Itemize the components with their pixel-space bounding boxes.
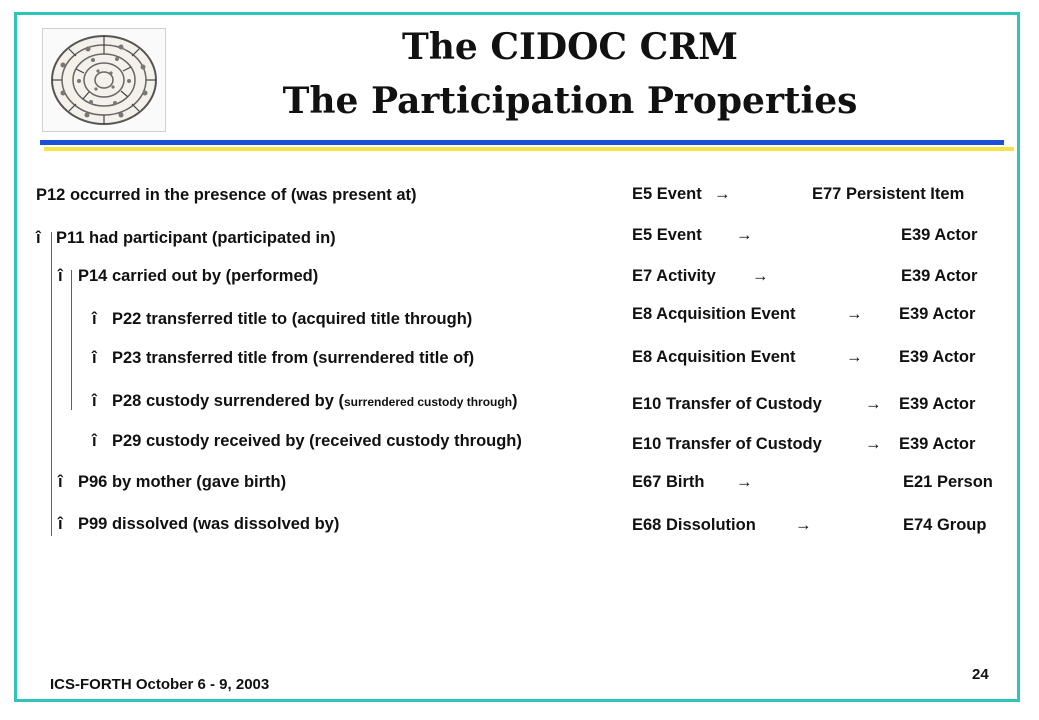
arrow-icon: → (736, 473, 753, 491)
domain-p14: E7 Activity (632, 267, 716, 285)
property-p99: î P99 dissolved (was dissolved by) (58, 515, 340, 533)
range-p22: E39 Actor (899, 305, 976, 323)
hierarchy-line-p14 (71, 270, 72, 410)
arrow-icon: → (865, 395, 882, 413)
domain-p12: E5 Event (632, 185, 702, 203)
footer-text: ICS-FORTH October 6 - 9, 2003 (50, 676, 270, 693)
page-number: 24 (972, 666, 989, 683)
domain-p29: E10 Transfer of Custody (632, 435, 822, 453)
property-p11: î P11 had participant (participated in) (36, 229, 336, 247)
slide-title: The CIDOC CRM (401, 26, 739, 68)
subproperty-arrow-icon: î (58, 515, 63, 533)
arrow-icon: → (714, 185, 731, 203)
arrow-icon: → (865, 435, 882, 453)
property-p12: P12 occurred in the presence of (was present at) (36, 186, 417, 204)
range-p29: E39 Actor (899, 435, 976, 453)
range-p23: E39 Actor (899, 348, 976, 366)
range-p11: E39 Actor (901, 226, 978, 244)
domain-p28: E10 Transfer of Custody (632, 395, 822, 413)
property-p14: î P14 carried out by (performed) (58, 267, 319, 285)
property-p22: î P22 transferred title to (acquired title through) (92, 310, 473, 328)
arrow-icon: → (795, 516, 812, 534)
domain-p22: E8 Acquisition Event (632, 305, 796, 323)
range-p96: E21 Person (903, 473, 993, 491)
arrow-icon: → (846, 305, 863, 323)
property-p96: î P96 by mother (gave birth) (58, 473, 287, 491)
subproperty-arrow-icon: î (92, 432, 97, 450)
domain-p99: E68 Dissolution (632, 516, 756, 534)
range-p28: E39 Actor (899, 395, 976, 413)
subproperty-arrow-icon: î (36, 229, 41, 247)
title-underline-yellow (44, 147, 1014, 151)
range-p99: E74 Group (903, 516, 987, 534)
slide-subtitle: The Participation Properties (282, 80, 858, 122)
property-p23: î P23 transferred title from (surrendered title of) (92, 349, 475, 367)
property-p28: î P28 custody surrendered by (surrendered custody through) (92, 392, 518, 410)
subproperty-arrow-icon: î (92, 310, 97, 328)
arrow-icon: → (752, 267, 769, 285)
subproperty-arrow-icon: î (58, 473, 63, 491)
arrow-icon: → (736, 226, 753, 244)
subproperty-arrow-icon: î (92, 392, 97, 410)
arrow-icon: → (846, 348, 863, 366)
subproperty-arrow-icon: î (92, 349, 97, 367)
hierarchy-line-p11 (51, 232, 52, 536)
range-p12: E77 Persistent Item (812, 185, 965, 203)
subproperty-arrow-icon: î (58, 267, 63, 285)
range-p14: E39 Actor (901, 267, 978, 285)
domain-p11: E5 Event (632, 226, 702, 244)
phaistos-disc-logo (42, 28, 166, 132)
domain-p23: E8 Acquisition Event (632, 348, 796, 366)
property-p29: î P29 custody received by (received custody through) (92, 432, 522, 450)
domain-p96: E67 Birth (632, 473, 705, 491)
title-underline-blue (40, 140, 1004, 145)
